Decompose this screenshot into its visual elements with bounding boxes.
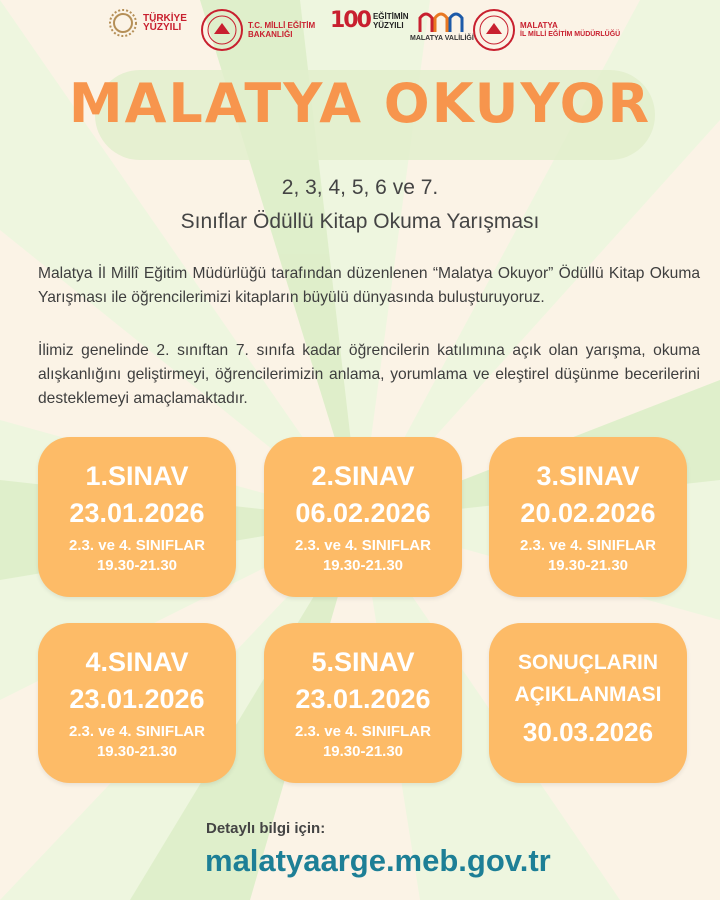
sun-emblem-icon (108, 8, 138, 38)
exam-card-3 (489, 437, 687, 597)
intro-paragraph: Malatya İl Millî Eğitim Müdürlüğü tarafından düzenlenen “Malatya Okuyor” Ödüllü Kitap Okuma Yarışması ile öğrencilerimizi kitapların büyülü dünyasında buluşturuyoruz. (38, 265, 700, 306)
turkiye-yuzyili-logo (108, 8, 187, 38)
egitimin-yuzyili-logo (330, 8, 409, 33)
exam-time: 19.30-21.30 (96, 743, 178, 760)
exam-date: 20.02.2026 (520, 498, 656, 528)
valilik-emblem-icon (417, 8, 467, 34)
results-line2: AÇIKLANMASI (514, 683, 662, 706)
exam-time: 19.30-21.30 (322, 557, 404, 574)
exam-card-1 (38, 437, 236, 597)
logo-text-line1: MALATYA (520, 21, 558, 30)
logo-text-line2: YÜZYILI (143, 22, 182, 33)
exam-grades: 2.3. ve 4. SINIFLAR (520, 537, 656, 554)
exam-label: 3.SINAV (536, 461, 640, 491)
exam-grades: 2.3. ve 4. SINIFLAR (69, 723, 205, 740)
exam-card-2 (264, 437, 462, 597)
exam-label: 1.SINAV (85, 461, 189, 491)
logo-number: 100 (330, 8, 370, 33)
exam-grades: 2.3. ve 4. SINIFLAR (295, 723, 431, 740)
exam-time: 19.30-21.30 (322, 743, 404, 760)
logo-text-line2: BAKANLIĞI (248, 30, 293, 39)
subtitle-competition: Sınıflar Ödüllü Kitap Okuma Yarışması (180, 210, 540, 233)
results-date: 30.03.2026 (522, 717, 654, 747)
exam-grades: 2.3. ve 4. SINIFLAR (295, 537, 431, 554)
exam-date: 23.01.2026 (295, 684, 431, 714)
malatya-valiligi-logo (410, 8, 474, 43)
logo-text-line1: EĞİTİMİN (372, 11, 409, 21)
malatya-mem-logo (472, 8, 620, 52)
logo-text-line1: TÜRKİYE (143, 13, 187, 24)
exam-card-4 (38, 623, 236, 783)
meb-seal-icon (200, 8, 244, 52)
results-card (489, 623, 687, 783)
aim-paragraph: İlimiz genelinde 2. sınıftan 7. sınıfa kadar öğrencilerin katılımına açık olan yarışma, okuma alışkanlığını geliştirmeyi, öğrencilerimizin anlama, yorumlama ve eleştirel düşünme becerilerini desteklemeyi amaçlamaktadır. (38, 342, 700, 407)
logo-text-line1: T.C. MİLLİ EĞİTİM (248, 21, 316, 30)
logo-bar (0, 0, 720, 62)
subtitle-grades: 2, 3, 4, 5, 6 ve 7. (281, 176, 439, 199)
exam-card-5 (264, 623, 462, 783)
logo-text-line2: YÜZYILI (372, 20, 404, 30)
exam-label: 4.SINAV (85, 647, 189, 677)
exam-time: 19.30-21.30 (547, 557, 629, 574)
results-line1: SONUÇLARIN (518, 651, 658, 674)
mem-seal-icon (472, 8, 516, 52)
page-title: MALATYA OKUYOR (68, 72, 652, 135)
exam-grades: 2.3. ve 4. SINIFLAR (69, 537, 205, 554)
logo-text-line2: İL MİLLİ EĞİTİM MÜDÜRLÜĞÜ (520, 31, 621, 38)
exam-label: 5.SINAV (311, 647, 415, 677)
info-url-link[interactable]: malatyaarge.meb.gov.tr (205, 843, 551, 878)
exam-date: 06.02.2026 (295, 498, 431, 528)
exam-date: 23.01.2026 (69, 684, 205, 714)
info-label: Detaylı bilgi için: (206, 820, 326, 837)
exam-date: 23.01.2026 (69, 498, 205, 528)
meb-logo (200, 8, 315, 52)
exam-label: 2.SINAV (311, 461, 415, 491)
logo-text-line1: MALATYA VALİLİĞİ (410, 35, 474, 42)
exam-time: 19.30-21.30 (96, 557, 178, 574)
